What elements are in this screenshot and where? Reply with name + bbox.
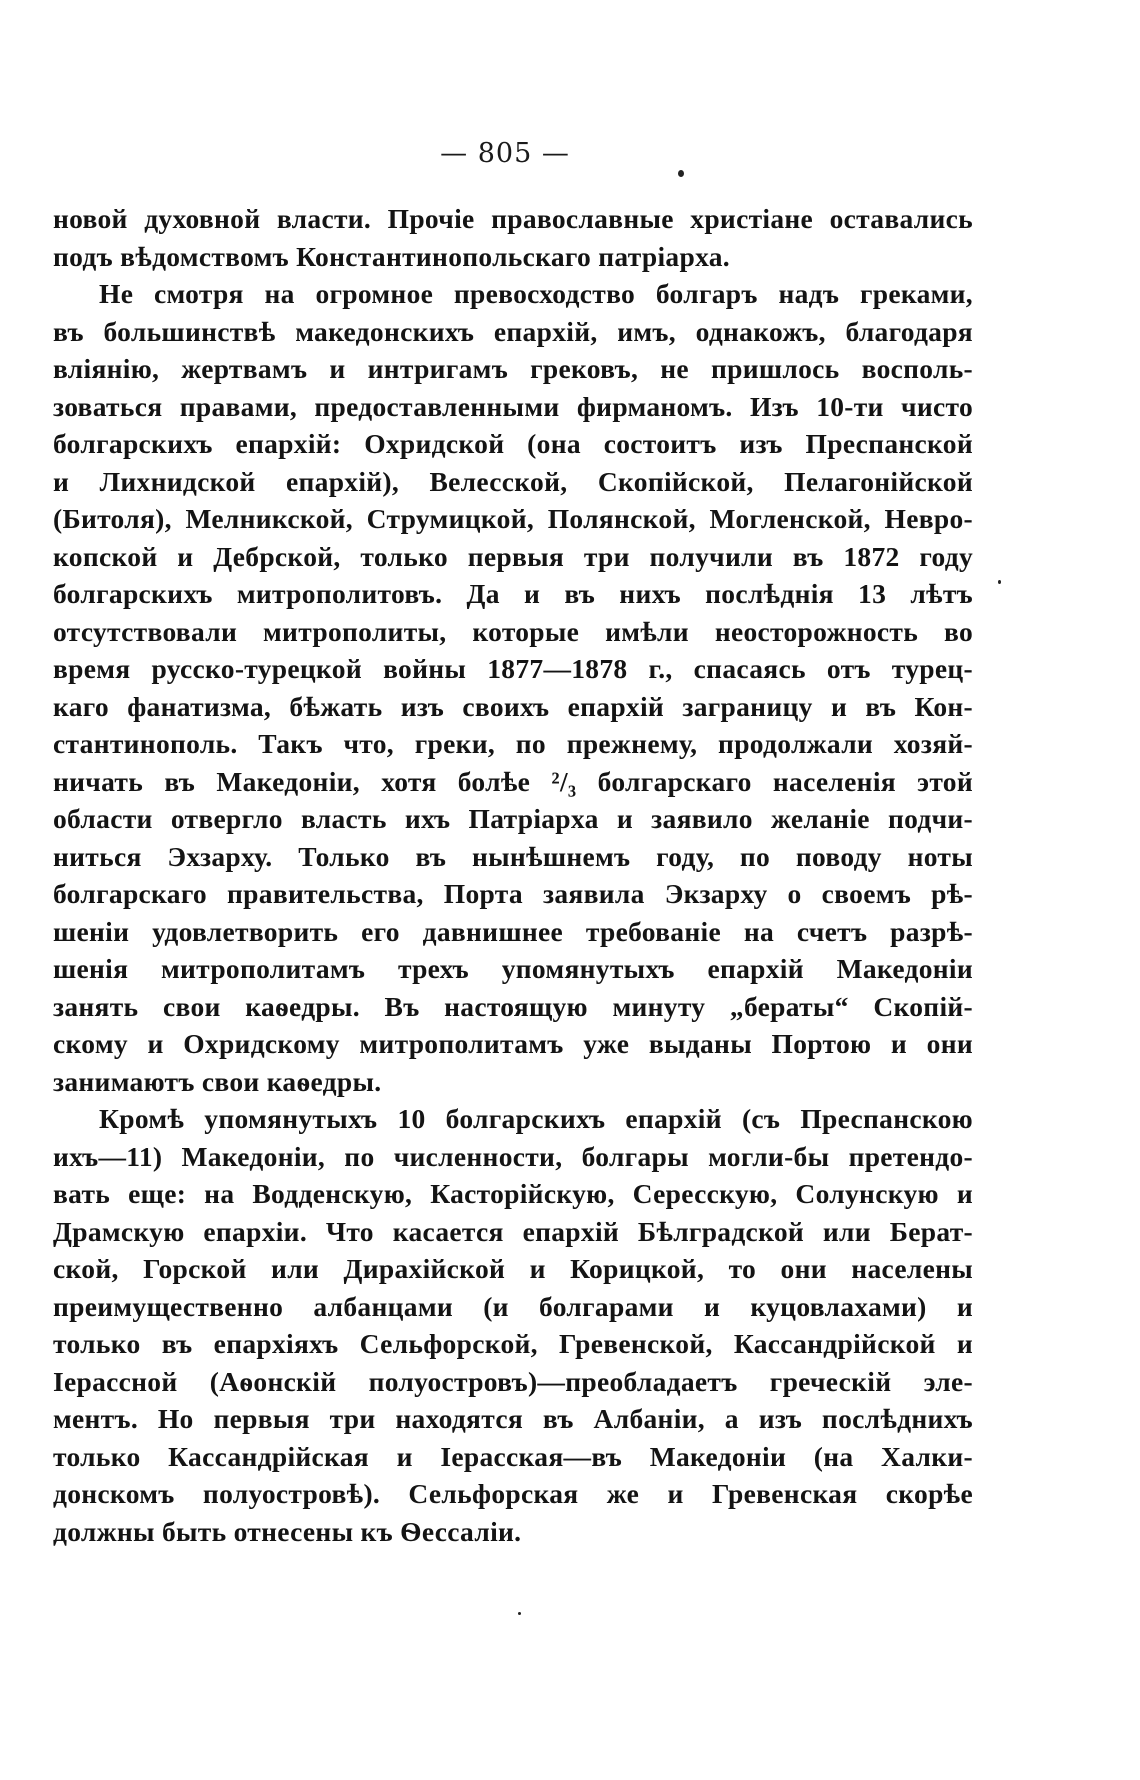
text-line: Кромѣ упомянутыхъ 10 болгарскихъ епархій (съ Преспанскою: [99, 1103, 973, 1134]
text-line: преимущественно албанцами (и болгарами и куцовлахами) и: [53, 1290, 973, 1322]
paragraph: [53, 275, 973, 1100]
text-line: шеніи удовлетворить его давнишнее требованіе на счетъ разрѣ-: [53, 915, 973, 947]
text-line: должны быть отнесены къ Ѳессаліи.: [53, 1515, 522, 1547]
text-line: ничать въ Македоніи, хотя болѣе ²/₃ болгарскаго населенія этой: [53, 765, 973, 797]
page-number: — 805 —: [440, 138, 570, 169]
text-line: подъ вѣдомствомъ Константинопольскаго патріарха.: [53, 240, 730, 272]
text-line: занимаютъ свои каѳедры.: [53, 1065, 382, 1097]
text-line: болгарскихъ митрополитовъ. Да и въ нихъ послѣднія 13 лѣтъ: [53, 578, 973, 609]
paragraph: [53, 1100, 973, 1550]
text-line: только въ епархіяхъ Сельфорской, Гревенской, Кассандрійской и: [53, 1328, 973, 1359]
text-line: время русско-турецкой войны 1877—1878 г., спасаясь отъ турец-: [53, 653, 973, 684]
text-line: области отвергло власть ихъ Патріарха и заявило желаніе подчи-: [53, 803, 973, 834]
text-line: новой духовной власти. Прочіе православные христіане оставались: [53, 203, 973, 234]
ink-speck: [518, 1612, 521, 1615]
text-line: ихъ—11) Македоніи, по численности, болгары могли-бы претендо-: [53, 1140, 973, 1172]
text-line: донскомъ полуостровѣ). Сельфорская же и Гревенская скорѣе: [53, 1478, 973, 1509]
text-line: и Лихнидской епархій), Велесской, Скопійской, Пелагонійской: [53, 465, 973, 497]
text-line: ментъ. Но первыя три находятся въ Албаніи, а изъ послѣднихъ: [53, 1403, 973, 1434]
text-line: стантинополь. Такъ что, греки, по прежнему, продолжали хозяй-: [53, 728, 973, 759]
text-line: (Битоля), Мелникской, Струмицкой, Полянской, Могленской, Невро-: [53, 503, 973, 534]
body-text: [53, 200, 973, 1550]
text-line: болгарскаго правительства, Порта заявила Экзарху о своемъ рѣ-: [53, 878, 973, 909]
text-line: копской и Дебрской, только первыя три получили въ 1872 году: [53, 540, 973, 572]
ink-speck: [998, 580, 1001, 584]
text-line: болгарскихъ епархій: Охридской (она состоитъ изъ Преспанской: [53, 428, 973, 459]
text-line: отсутствовали митрополиты, которые имѣли неосторожность во: [53, 615, 973, 647]
text-line: Не смотря на огромное превосходство болгаръ надъ греками,: [99, 278, 973, 309]
text-line: только Кассандрійская и Іерасская—въ Македоніи (на Халки-: [53, 1440, 973, 1472]
text-line: Драмскую епархіи. Что касается епархій Бѣлградской или Берат-: [53, 1215, 973, 1247]
text-line: въ большинствѣ македонскихъ епархій, имъ, однакожъ, благодаря: [53, 315, 973, 347]
text-line: шенія митрополитамъ трехъ упомянутыхъ епархій Македоніи: [53, 953, 973, 984]
text-line: Іерассной (Аѳонскій полуостровъ)—преобладаетъ греческій эле-: [53, 1365, 973, 1397]
text-line: вать еще: на Водденскую, Касторійскую, Сересскую, Солунскую и: [53, 1178, 973, 1209]
text-line: зоваться правами, предоставленными фирманомъ. Изъ 10-ти чисто: [53, 390, 973, 422]
paragraph: [53, 200, 973, 275]
text-line: ниться Эхзарху. Только въ нынѣшнемъ году, по поводу ноты: [53, 840, 973, 872]
ink-speck: [678, 170, 684, 177]
text-line: каго фанатизма, бѣжать изъ своихъ епархій заграницу и въ Кон-: [53, 690, 973, 722]
text-line: занять свои каѳедры. Въ настоящую минуту „бераты“ Скопій-: [53, 990, 973, 1022]
text-line: вліянію, жертвамъ и интригамъ грековъ, не пришлось восполь-: [53, 353, 973, 384]
text-line: скому и Охридскому митрополитамъ уже выданы Портою и они: [53, 1028, 973, 1059]
text-line: ской, Горской или Дирахійской и Корицкой, то они населены: [53, 1253, 973, 1284]
